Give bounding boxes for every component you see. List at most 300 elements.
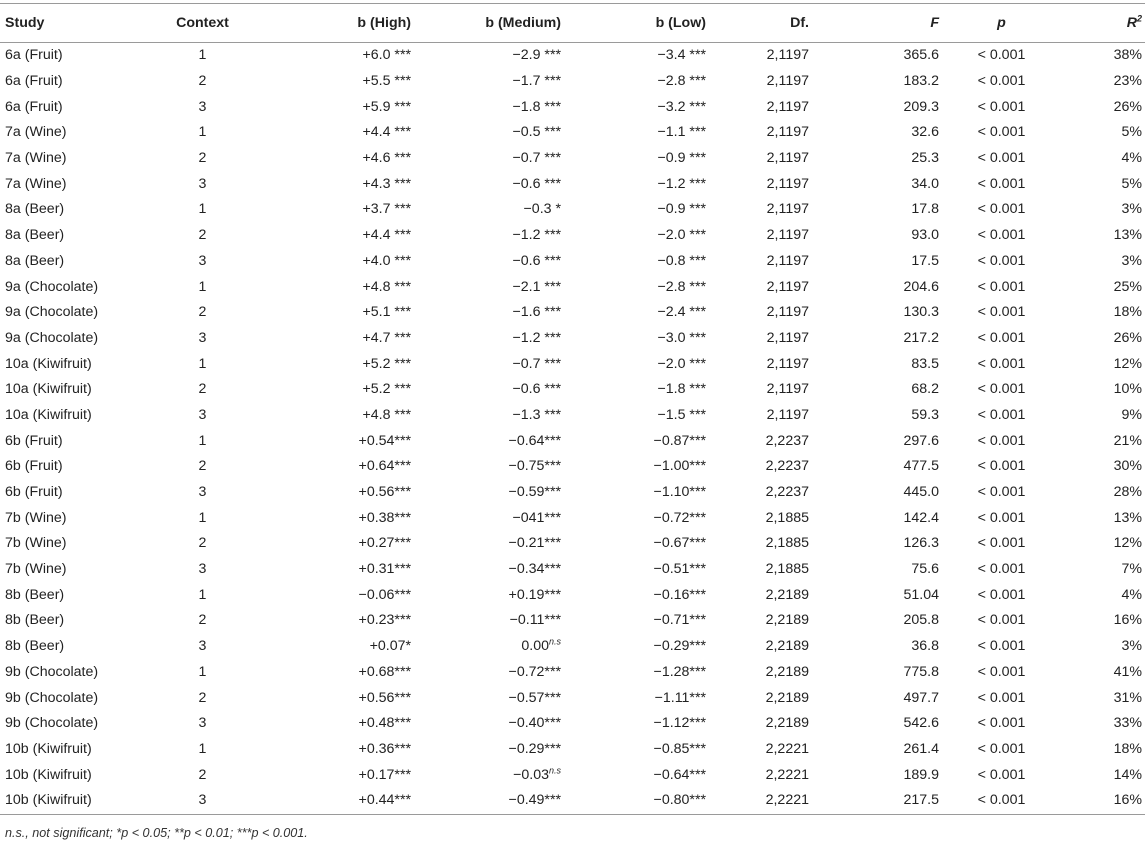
cell-context-value: 1 [198, 201, 207, 218]
cell-b-medium-value: −0.6 *** [512, 381, 561, 398]
cell-p [943, 737, 1060, 763]
cell-r2-value: 41% [1113, 663, 1142, 680]
cell-p-value: < 0.001 [977, 484, 1026, 501]
cell-b-low [565, 454, 710, 480]
cell-df [710, 326, 813, 352]
cell-b-medium [415, 531, 565, 557]
cell-b-high [265, 582, 415, 608]
cell-f-value: 32.6 [911, 124, 939, 141]
cell-b-medium-value: 0.00 [521, 638, 549, 655]
cell-df-value: 2,1197 [766, 201, 809, 218]
cell-f-value: 68.2 [911, 381, 939, 398]
cell-p-value: < 0.001 [977, 638, 1026, 655]
cell-df [710, 480, 813, 506]
cell-p [943, 274, 1060, 300]
cell-df [710, 351, 813, 377]
cell-b-high [265, 69, 415, 95]
cell-r2-value: 21% [1113, 432, 1142, 449]
table-row [0, 634, 1145, 660]
header-b-medium: b (Medium) [415, 4, 565, 43]
cell-context-value: 2 [198, 381, 207, 398]
cell-p-value: < 0.001 [977, 355, 1026, 372]
cell-context [140, 505, 265, 531]
cell-b-high-value: +0.07* [369, 638, 411, 655]
cell-b-low [565, 377, 710, 403]
cell-b-high [265, 531, 415, 557]
cell-p-value: < 0.001 [977, 740, 1026, 757]
cell-b-low [565, 505, 710, 531]
cell-f-value: 775.8 [903, 663, 939, 680]
cell-study-value: 7b (Wine) [5, 509, 67, 526]
cell-b-low-value: −2.4 *** [657, 304, 706, 321]
cell-df-value: 2,1197 [766, 47, 809, 64]
cell-f-value: 183.2 [903, 73, 939, 90]
table-row [0, 685, 1145, 711]
cell-f [813, 608, 943, 634]
header-r2-base: R [1126, 15, 1137, 31]
cell-df-value: 2,1197 [766, 406, 809, 423]
cell-b-medium [415, 788, 565, 814]
table-row [0, 403, 1145, 429]
cell-b-medium-value: −0.59*** [508, 484, 561, 501]
table-row [0, 69, 1145, 95]
cell-b-low [565, 711, 710, 737]
cell-context-value: 1 [198, 586, 207, 603]
cell-r2-value: 38% [1113, 47, 1142, 64]
cell-b-low-value: −0.9 *** [657, 150, 706, 167]
cell-p-value: < 0.001 [977, 406, 1026, 423]
cell-study [0, 223, 140, 249]
cell-context [140, 557, 265, 583]
cell-context-value: 2 [198, 227, 207, 244]
cell-f [813, 300, 943, 326]
cell-b-high [265, 634, 415, 660]
cell-r2 [1060, 274, 1145, 300]
cell-r2-value: 30% [1113, 458, 1142, 475]
cell-df-value: 2,1197 [766, 278, 809, 295]
cell-context-value: 3 [198, 406, 207, 423]
cell-df-value: 2,1197 [766, 329, 809, 346]
cell-b-high-value: +0.64*** [358, 458, 411, 475]
cell-f [813, 788, 943, 814]
cell-b-medium-value: −0.7 *** [512, 355, 561, 372]
cell-b-low [565, 171, 710, 197]
cell-b-low-value: −1.12*** [653, 715, 706, 732]
cell-b-low-value: −1.8 *** [657, 381, 706, 398]
cell-b-low [565, 120, 710, 146]
cell-b-low [565, 146, 710, 172]
table-row [0, 557, 1145, 583]
cell-b-medium [415, 94, 565, 120]
cell-b-medium-value: −0.29*** [508, 740, 561, 757]
cell-context [140, 711, 265, 737]
table-row [0, 480, 1145, 506]
cell-p-value: < 0.001 [977, 509, 1026, 526]
cell-f [813, 557, 943, 583]
cell-b-medium [415, 711, 565, 737]
cell-r2-value: 28% [1113, 484, 1142, 501]
cell-r2 [1060, 737, 1145, 763]
cell-b-medium-value: −0.64*** [508, 432, 561, 449]
cell-context-value: 1 [198, 740, 207, 757]
cell-b-high-value: +6.0 *** [362, 47, 411, 64]
cell-f-value: 83.5 [911, 355, 939, 372]
cell-b-medium [415, 505, 565, 531]
cell-b-medium [415, 351, 565, 377]
cell-b-high-value: +4.4 *** [362, 124, 411, 141]
table-row [0, 505, 1145, 531]
cell-p [943, 454, 1060, 480]
cell-b-low-value: −0.87*** [653, 432, 706, 449]
cell-df [710, 428, 813, 454]
cell-study-value: 10a (Kiwifruit) [5, 381, 92, 398]
cell-b-low [565, 403, 710, 429]
cell-df-value: 2,2221 [765, 740, 809, 757]
cell-f-value: 477.5 [903, 458, 939, 475]
cell-context [140, 197, 265, 223]
cell-r2 [1060, 171, 1145, 197]
table-row [0, 146, 1145, 172]
cell-b-high [265, 94, 415, 120]
cell-study-value: 10b (Kiwifruit) [5, 766, 92, 783]
cell-p-value: < 0.001 [977, 47, 1026, 64]
cell-f-value: 217.2 [903, 329, 939, 346]
cell-context [140, 120, 265, 146]
cell-context [140, 685, 265, 711]
cell-b-high-value: +4.6 *** [362, 150, 411, 167]
cell-study [0, 171, 140, 197]
cell-f-value: 51.04 [903, 586, 939, 603]
cell-b-medium [415, 582, 565, 608]
cell-p-value: < 0.001 [977, 150, 1026, 167]
cell-b-medium [415, 69, 565, 95]
cell-r2-value: 14% [1113, 766, 1142, 783]
cell-b-medium-value: −0.6 *** [512, 175, 561, 192]
cell-b-high [265, 197, 415, 223]
cell-b-low [565, 737, 710, 763]
cell-context-value: 2 [198, 150, 207, 167]
header-df: Df. [710, 4, 813, 43]
cell-r2 [1060, 43, 1145, 69]
cell-study-value: 10b (Kiwifruit) [5, 740, 92, 757]
cell-b-low [565, 94, 710, 120]
cell-context [140, 660, 265, 686]
header-context: Context [140, 4, 265, 43]
cell-p [943, 711, 1060, 737]
cell-r2 [1060, 94, 1145, 120]
cell-b-medium [415, 249, 565, 275]
cell-study-value: 9a (Chocolate) [5, 304, 99, 321]
table-row [0, 377, 1145, 403]
cell-f [813, 120, 943, 146]
cell-study [0, 531, 140, 557]
cell-b-low [565, 326, 710, 352]
cell-study-value: 7a (Wine) [5, 124, 67, 141]
cell-b-high [265, 300, 415, 326]
cell-r2-value: 12% [1113, 355, 1142, 372]
cell-p-value: < 0.001 [977, 792, 1026, 809]
cell-p-value: < 0.001 [977, 227, 1026, 244]
cell-b-low [565, 634, 710, 660]
cell-p [943, 326, 1060, 352]
cell-b-low-value: −1.00*** [653, 458, 706, 475]
cell-b-high [265, 480, 415, 506]
cell-b-medium [415, 274, 565, 300]
cell-f [813, 326, 943, 352]
cell-b-high [265, 223, 415, 249]
cell-p-value: < 0.001 [977, 663, 1026, 680]
cell-f [813, 197, 943, 223]
cell-study [0, 43, 140, 69]
cell-r2-value: 10% [1113, 381, 1142, 398]
cell-r2-value: 3% [1121, 638, 1142, 655]
cell-b-medium-value: −041*** [512, 509, 561, 526]
cell-f-value: 204.6 [903, 278, 939, 295]
cell-df [710, 197, 813, 223]
cell-f-value: 209.3 [903, 98, 939, 115]
cell-b-medium [415, 737, 565, 763]
cell-df [710, 685, 813, 711]
cell-r2 [1060, 351, 1145, 377]
cell-b-low-value: −0.16*** [653, 586, 706, 603]
header-r2 [1060, 4, 1145, 43]
cell-b-high [265, 737, 415, 763]
cell-p [943, 223, 1060, 249]
cell-f [813, 480, 943, 506]
cell-r2-value: 26% [1113, 329, 1142, 346]
cell-context-value: 1 [198, 124, 207, 141]
cell-p [943, 403, 1060, 429]
cell-b-medium-value: −2.9 *** [512, 47, 561, 64]
cell-b-low-value: −1.1 *** [657, 124, 706, 141]
table-row [0, 94, 1145, 120]
cell-b-high [265, 711, 415, 737]
cell-df-value: 2,1197 [766, 175, 809, 192]
cell-df-value: 2,2189 [765, 638, 809, 655]
cell-b-high-value: +0.17*** [358, 766, 411, 783]
cell-context-value: 1 [198, 355, 207, 372]
cell-r2-value: 18% [1113, 304, 1142, 321]
cell-b-medium [415, 120, 565, 146]
cell-df-value: 2,1197 [766, 355, 809, 372]
cell-b-medium-value: −0.6 *** [512, 252, 561, 269]
cell-r2-value: 3% [1121, 252, 1142, 269]
cell-study-value: 8b (Beer) [5, 586, 65, 603]
cell-study [0, 762, 140, 788]
cell-study-value: 9b (Chocolate) [5, 689, 99, 706]
cell-p-value: < 0.001 [977, 586, 1026, 603]
cell-b-medium [415, 326, 565, 352]
cell-context [140, 377, 265, 403]
cell-p [943, 608, 1060, 634]
cell-df [710, 660, 813, 686]
cell-b-high [265, 454, 415, 480]
cell-b-medium [415, 428, 565, 454]
cell-b-high [265, 608, 415, 634]
cell-b-medium-value: −1.2 *** [512, 227, 561, 244]
cell-b-medium [415, 43, 565, 69]
cell-r2-value: 13% [1113, 227, 1142, 244]
cell-b-high [265, 146, 415, 172]
cell-study-value: 6b (Fruit) [5, 484, 63, 501]
cell-f-value: 445.0 [903, 484, 939, 501]
cell-b-low [565, 480, 710, 506]
cell-b-medium-value: −1.8 *** [512, 98, 561, 115]
cell-p [943, 428, 1060, 454]
cell-df-value: 2,1197 [766, 98, 809, 115]
cell-b-high [265, 505, 415, 531]
cell-b-medium [415, 223, 565, 249]
cell-r2 [1060, 505, 1145, 531]
cell-p-value: < 0.001 [977, 304, 1026, 321]
cell-df [710, 762, 813, 788]
cell-context-value: 1 [198, 278, 207, 295]
cell-study-value: 9b (Chocolate) [5, 715, 99, 732]
cell-b-low-value: −2.8 *** [657, 73, 706, 90]
cell-b-medium [415, 660, 565, 686]
cell-b-low [565, 197, 710, 223]
cell-p [943, 377, 1060, 403]
cell-study-value: 8a (Beer) [5, 201, 65, 218]
cell-study-value: 6b (Fruit) [5, 432, 63, 449]
cell-b-high [265, 762, 415, 788]
cell-f-value: 93.0 [911, 227, 939, 244]
cell-df-value: 2,2237 [765, 432, 809, 449]
cell-b-medium [415, 403, 565, 429]
cell-df-value: 2,2189 [765, 689, 809, 706]
cell-study-value: 9a (Chocolate) [5, 278, 99, 295]
cell-r2 [1060, 223, 1145, 249]
cell-p-value: < 0.001 [977, 329, 1026, 346]
cell-r2-value: 13% [1113, 509, 1142, 526]
cell-study [0, 582, 140, 608]
cell-p [943, 351, 1060, 377]
cell-b-medium-significance-sup: n.s [548, 636, 561, 647]
cell-b-medium-significance-sup: n.s [548, 764, 561, 775]
cell-df-value: 2,1197 [766, 227, 809, 244]
cell-context-value: 3 [198, 329, 207, 346]
cell-df-value: 2,1197 [766, 381, 809, 398]
cell-p-value: < 0.001 [977, 715, 1026, 732]
cell-f [813, 377, 943, 403]
cell-context-value: 2 [198, 458, 207, 475]
cell-p [943, 43, 1060, 69]
cell-b-low [565, 531, 710, 557]
table-row [0, 711, 1145, 737]
cell-r2-value: 23% [1113, 73, 1142, 90]
cell-study-value: 8b (Beer) [5, 612, 65, 629]
header-p: p [943, 4, 1060, 43]
cell-study-value: 8b (Beer) [5, 638, 65, 655]
cell-b-low [565, 762, 710, 788]
table-row [0, 171, 1145, 197]
cell-p-value: < 0.001 [977, 201, 1026, 218]
cell-context-value: 1 [198, 432, 207, 449]
cell-study-value: 6a (Fruit) [5, 47, 63, 64]
cell-b-low [565, 660, 710, 686]
cell-study [0, 428, 140, 454]
cell-b-high-value: +4.8 *** [362, 278, 411, 295]
cell-b-low-value: −3.0 *** [657, 329, 706, 346]
cell-context-value: 3 [198, 715, 207, 732]
cell-b-high [265, 403, 415, 429]
cell-b-high-value: −0.06*** [358, 586, 411, 603]
cell-b-high-value: +0.68*** [358, 663, 411, 680]
cell-b-low-value: −0.8 *** [657, 252, 706, 269]
cell-p [943, 146, 1060, 172]
cell-study-value: 7b (Wine) [5, 535, 67, 552]
cell-f [813, 249, 943, 275]
cell-b-medium [415, 762, 565, 788]
cell-f [813, 146, 943, 172]
cell-f [813, 69, 943, 95]
table-row [0, 582, 1145, 608]
cell-p [943, 685, 1060, 711]
cell-b-medium [415, 146, 565, 172]
cell-b-high [265, 274, 415, 300]
cell-df [710, 249, 813, 275]
cell-context-value: 2 [198, 612, 207, 629]
cell-r2 [1060, 197, 1145, 223]
cell-b-medium-value: −0.34*** [508, 561, 561, 578]
cell-context [140, 69, 265, 95]
cell-b-high [265, 171, 415, 197]
cell-f [813, 582, 943, 608]
cell-b-high [265, 120, 415, 146]
cell-f-value: 365.6 [903, 47, 939, 64]
cell-f-value: 17.8 [911, 201, 939, 218]
cell-context [140, 608, 265, 634]
cell-p-value: < 0.001 [977, 124, 1026, 141]
cell-b-medium-value: −0.7 *** [512, 150, 561, 167]
header-study: Study [0, 4, 140, 43]
cell-context [140, 274, 265, 300]
cell-study-value: 9b (Chocolate) [5, 663, 99, 680]
table-row [0, 428, 1145, 454]
cell-f-value: 205.8 [903, 612, 939, 629]
cell-study [0, 685, 140, 711]
cell-b-high-value: +5.1 *** [362, 304, 411, 321]
cell-b-high-value: +3.7 *** [362, 201, 411, 218]
cell-context [140, 428, 265, 454]
cell-b-low [565, 351, 710, 377]
cell-b-low-value: −0.71*** [653, 612, 706, 629]
cell-f [813, 711, 943, 737]
cell-context [140, 326, 265, 352]
cell-r2-value: 4% [1121, 150, 1142, 167]
cell-b-low [565, 249, 710, 275]
table-body [0, 43, 1145, 815]
cell-f [813, 171, 943, 197]
cell-df [710, 634, 813, 660]
table-row [0, 608, 1145, 634]
cell-b-high-value: +0.56*** [358, 689, 411, 706]
cell-f-value: 25.3 [911, 150, 939, 167]
cell-df [710, 94, 813, 120]
cell-b-high-value: +4.4 *** [362, 227, 411, 244]
cell-context-value: 1 [198, 509, 207, 526]
cell-context-value: 2 [198, 73, 207, 90]
cell-b-low-value: −3.2 *** [657, 98, 706, 115]
cell-b-high [265, 249, 415, 275]
cell-f [813, 505, 943, 531]
cell-df [710, 582, 813, 608]
cell-context [140, 146, 265, 172]
cell-b-low-value: −1.2 *** [657, 175, 706, 192]
cell-b-high-value: +0.54*** [358, 432, 411, 449]
cell-p [943, 249, 1060, 275]
cell-r2-value: 3% [1121, 201, 1142, 218]
